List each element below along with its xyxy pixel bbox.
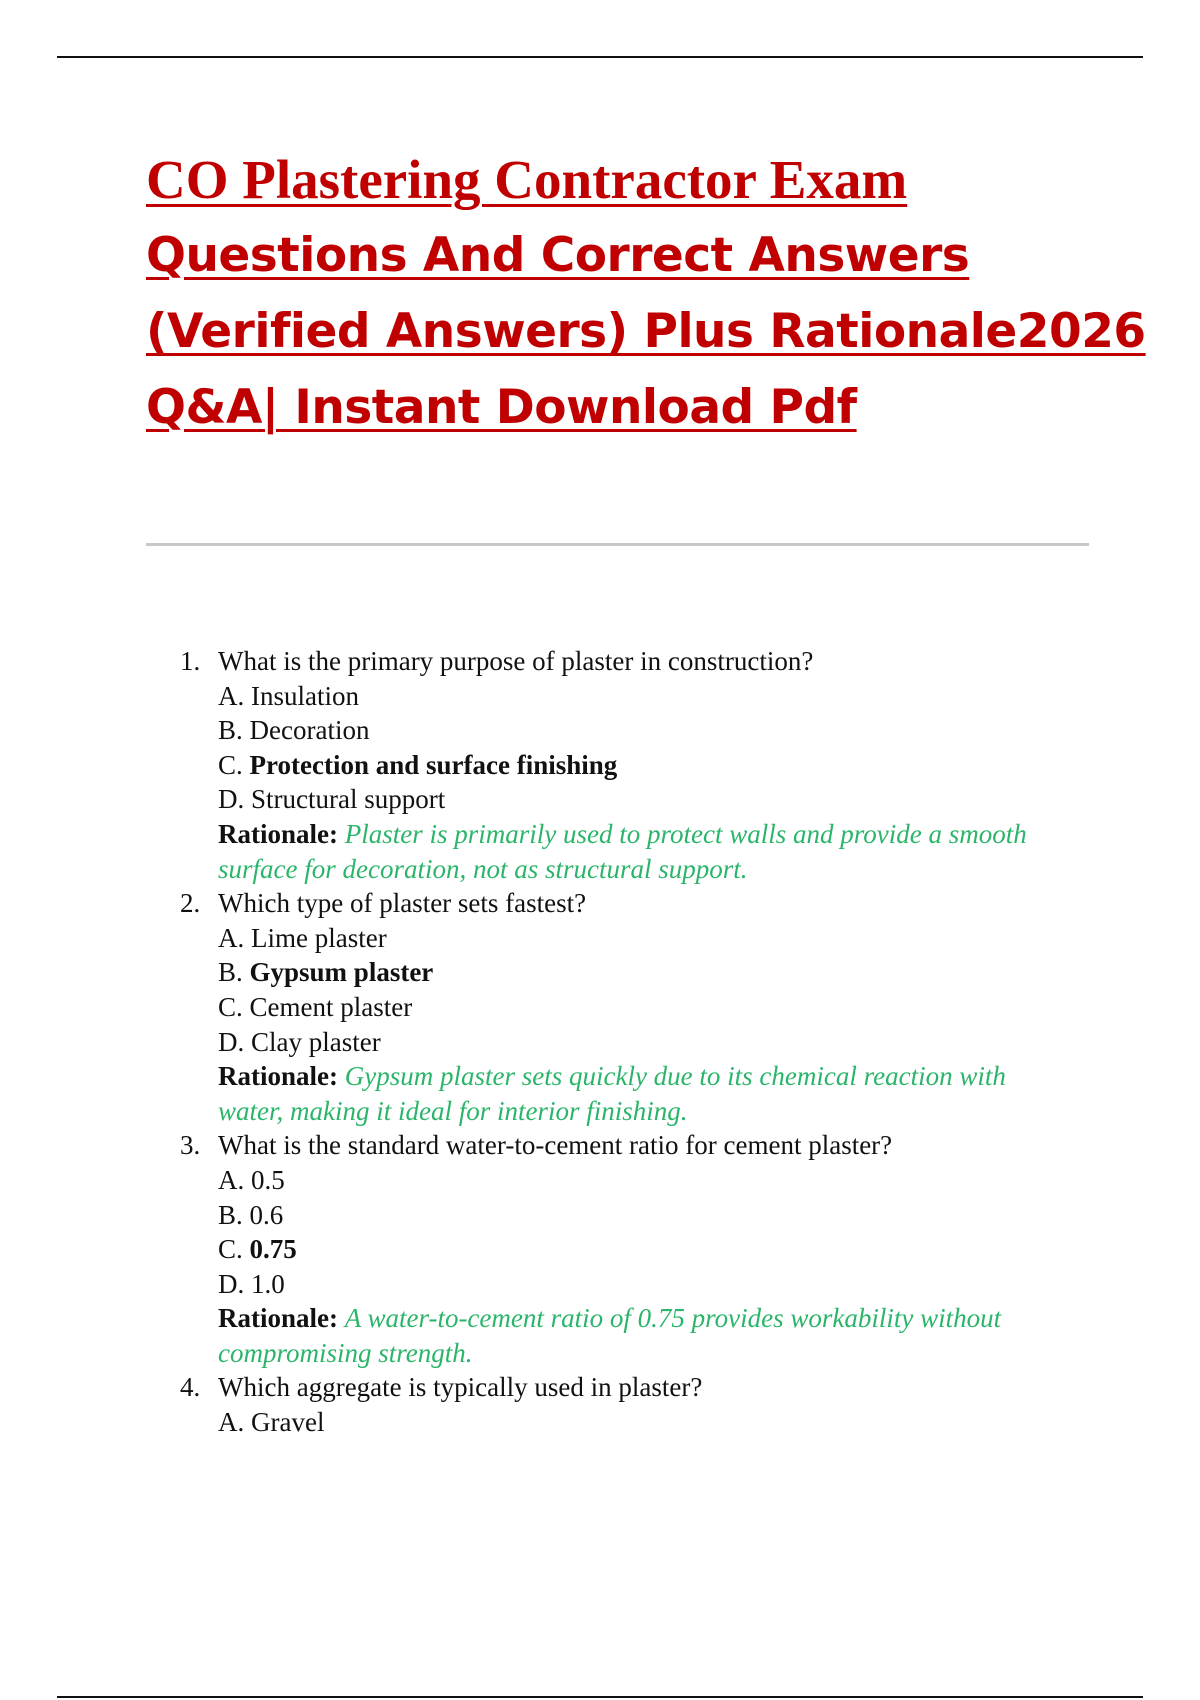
question-text: What is the primary purpose of plaster in construction? xyxy=(218,646,814,676)
option-c xyxy=(218,990,1080,1025)
option-d xyxy=(218,1267,1080,1302)
option-b-correct xyxy=(218,955,1080,990)
question-4 xyxy=(180,1370,1080,1439)
question-number: 3. xyxy=(180,1130,201,1161)
question-1 xyxy=(180,644,1080,886)
option-d xyxy=(218,1025,1080,1060)
top-rule xyxy=(57,56,1143,58)
option-a xyxy=(218,1405,1080,1440)
rationale-label: Rationale: xyxy=(218,818,338,849)
title-line-1: CO Plastering Contractor Exam xyxy=(146,149,908,210)
document-title xyxy=(146,142,1146,446)
option-letter: B. xyxy=(218,957,250,988)
option-letter: D. xyxy=(218,1026,251,1057)
option-letter: D. xyxy=(218,784,251,815)
rationale-text: Plaster is primarily used to protect walls and provide a smooth surface for decoration, not as structural support. xyxy=(218,818,1027,884)
option-a xyxy=(218,679,1080,714)
title-line-2: Questions And Correct Answers xyxy=(146,228,970,283)
option-c-correct xyxy=(218,748,1080,783)
correct-answer-text: Protection and surface finishing xyxy=(249,749,618,780)
option-letter: D. xyxy=(218,1268,251,1299)
rationale-label: Rationale: xyxy=(218,1303,338,1334)
question-number: 1. xyxy=(180,646,201,676)
option-letter: C. xyxy=(218,1234,250,1265)
question-2 xyxy=(180,886,1080,1128)
question-text: Which aggregate is typically used in plaster? xyxy=(218,1372,703,1403)
option-letter: B. xyxy=(218,1199,250,1230)
correct-answer-text: Gypsum plaster xyxy=(249,957,434,988)
question-number: 4. xyxy=(180,1372,201,1403)
option-text: 0.6 xyxy=(249,1199,284,1230)
question-list xyxy=(180,644,1080,1440)
option-letter: C. xyxy=(218,749,250,780)
option-d xyxy=(218,782,1080,817)
option-a xyxy=(218,1163,1080,1198)
rationale xyxy=(218,817,1058,886)
option-text: Clay plaster xyxy=(251,1026,381,1057)
section-divider xyxy=(146,543,1089,546)
option-letter: A. xyxy=(218,1407,251,1438)
option-letter: A. xyxy=(218,922,251,953)
question-number: 2. xyxy=(180,888,201,919)
option-text: Decoration xyxy=(249,715,370,746)
option-b xyxy=(218,713,1080,748)
rationale-text: A water-to-cement ratio of 0.75 provides workability without compromising strength. xyxy=(218,1303,1002,1368)
correct-answer-text: 0.75 xyxy=(249,1234,297,1265)
question-3 xyxy=(180,1128,1080,1370)
option-text: 0.5 xyxy=(251,1164,285,1195)
title-line-4: Q&A| Instant Download Pdf xyxy=(146,380,857,435)
option-b xyxy=(218,1198,1080,1233)
option-a xyxy=(218,921,1080,956)
rationale xyxy=(218,1059,1058,1128)
rationale-text: Gypsum plaster sets quickly due to its chemical reaction with water, making it ideal for interior finishing. xyxy=(218,1061,1006,1126)
option-letter: C. xyxy=(218,991,250,1022)
question-text: Which type of plaster sets fastest? xyxy=(218,888,587,919)
option-letter: A. xyxy=(218,1164,251,1195)
option-text: Gravel xyxy=(251,1407,325,1438)
rationale xyxy=(218,1301,1058,1370)
bottom-rule xyxy=(57,1696,1143,1698)
option-letter: B. xyxy=(218,715,250,746)
rationale-label: Rationale: xyxy=(218,1061,338,1092)
title-line-3: (Verified Answers) Plus Rationale2026 xyxy=(146,304,1146,359)
option-c-correct xyxy=(218,1232,1080,1267)
option-text: Structural support xyxy=(251,784,446,815)
option-text: 1.0 xyxy=(251,1268,285,1299)
option-text: Cement plaster xyxy=(249,991,413,1022)
option-letter: A. xyxy=(218,680,251,711)
option-text: Lime plaster xyxy=(251,922,387,953)
question-text: What is the standard water-to-cement ratio for cement plaster? xyxy=(218,1130,893,1161)
option-text: Insulation xyxy=(251,680,359,711)
